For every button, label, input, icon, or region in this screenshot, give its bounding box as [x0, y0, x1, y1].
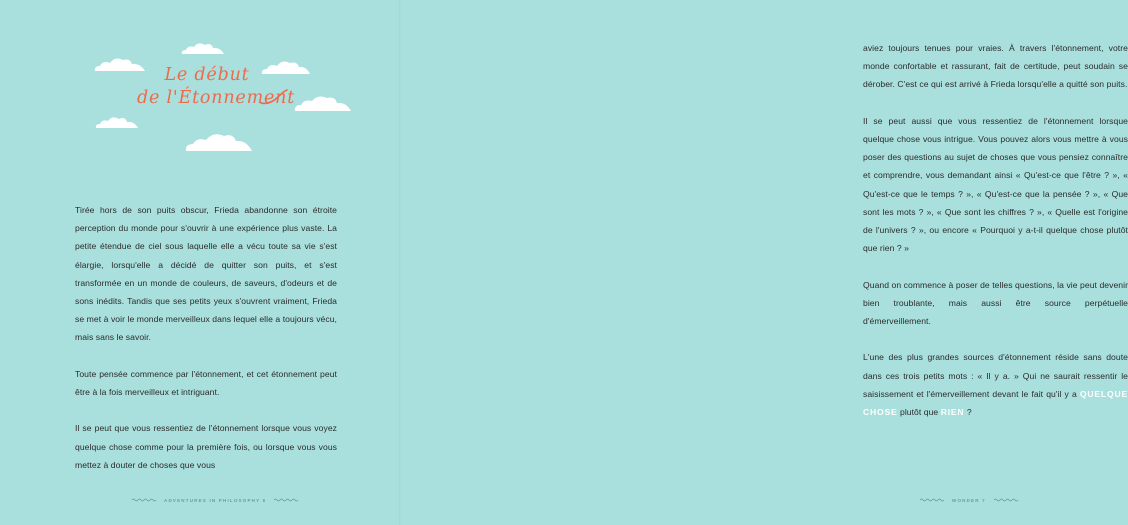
text-run: plutôt que [897, 407, 941, 418]
footer-label: WONDER 7 [952, 497, 986, 503]
cloud-icon [94, 115, 140, 129]
highlight-something: QUELQUE CHOSE [863, 388, 1128, 418]
footer-label: ADVENTURES IN PHILOSOPHY 6 [164, 497, 267, 503]
chapter-title-line1: Le début [164, 65, 250, 85]
left-page [0, 0, 400, 525]
wave-ornament-icon [994, 498, 1018, 502]
paragraph: Quand on commence à poser de telles questions, la vie peut devenir bien troublante, mais aussi être source perpétuelle d'émerveillement. [863, 279, 1128, 327]
paragraph: Toute pensée commence par l'étonnement, et cet étonnement peut être à la fois merveilleux et intriguant. [75, 368, 337, 398]
right-footer [920, 494, 1018, 506]
chapter-title-line2: de l'Étonnement [137, 88, 296, 108]
title-swash [260, 88, 288, 106]
wave-ornament-icon [920, 498, 944, 502]
right-body-text [863, 39, 1128, 439]
cloud-icon [184, 131, 254, 152]
cloud-icon [293, 94, 353, 112]
paragraph: Tirée hors de son puits obscur, Frieda abandonne son étroite perception du monde pour s'ouvrir à une expérience plus vaste. La petite étendue de ciel sous laquelle elle a vécu toute sa vie s'est élargie, lorsqu'elle a décidé de quitter son puits, et s'est transformée en un monde de couleurs, de saveurs, d'odeurs et de sons inédits. Tandis que ses petits yeux s'ouvrent vraiment, Frieda se met à voir le monde merveilleux dans lequel elle a toujours vécu, mais sans le savoir. [75, 205, 337, 343]
paragraph-last [863, 348, 1128, 421]
wave-ornament-icon [132, 498, 156, 502]
text-run: ? [964, 407, 972, 418]
wave-ornament-icon [274, 498, 298, 502]
left-body-text [75, 201, 337, 492]
text-run: L'une des plus grandes sources d'étonnement réside sans doute dans ces trois petits mots : « Il y a. » Qui ne saurait ressentir le saisissement et l'émerveillement devant le fait qu'il y a [863, 352, 1128, 399]
highlight-nothing: RIEN [940, 407, 965, 418]
paragraph: Il se peut aussi que vous ressentiez de l'étonnement lorsque quelque chose vous intrigue. Vous pouvez alors vous mettre à vous poser des questions au sujet de choses que vous pensiez connaître et comprendre, vous demandant ainsi « Qu'est-ce que l'être ? », « Qu'est-ce que le temps ? », « Qu'est-ce que la pensée ? », « Que sont les mots ? », « Que sont les chiffres ? », « Quelle est l'origine de l'univers ? », ou encore « Pourquoi y a-t-il quelque chose plutôt que rien ? » [863, 115, 1128, 254]
paragraph: aviez toujours tenues pour vraies. À travers l'étonnement, votre monde confortable et rassurant, fait de certitude, peut soudain se dérober. C'est ce qui est arrivé à Frieda lorsqu'elle a quitté son puits. [863, 43, 1128, 90]
right-page [400, 0, 1128, 525]
left-footer [132, 494, 298, 506]
paragraph: Il se peut que vous ressentiez de l'étonnement lorsque vous voyez quelque chose comme pour la première fois, ou lorsque vous vous mettez à douter de choses que vous [75, 423, 337, 470]
cloud-icon [180, 41, 226, 55]
